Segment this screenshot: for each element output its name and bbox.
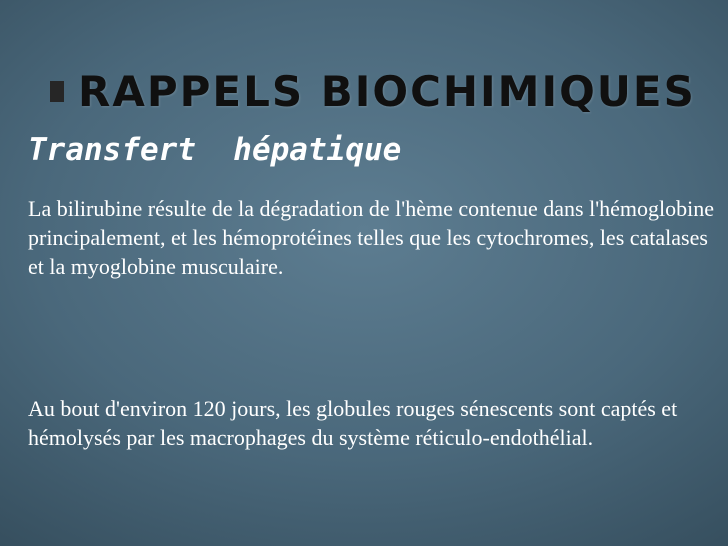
title-accent-bar [50,81,64,102]
paragraph-1: La bilirubine résulte de la dégradation de l'hème contenue dans l'hémoglobine principalement, et les hémoprotéines telles que les cytochromes, les catalases et la myoglobine musculaire. [28,196,715,279]
slide-title: RAPPELS BIOCHIMIQUES [78,67,696,116]
paragraph-2: Au bout d'environ 120 jours, les globules rouges sénescents sont captés et hémolysés par les macrophages du système réticulo-endothélial. [28,396,678,450]
slide-subtitle: Transfert hépatique [28,132,402,168]
